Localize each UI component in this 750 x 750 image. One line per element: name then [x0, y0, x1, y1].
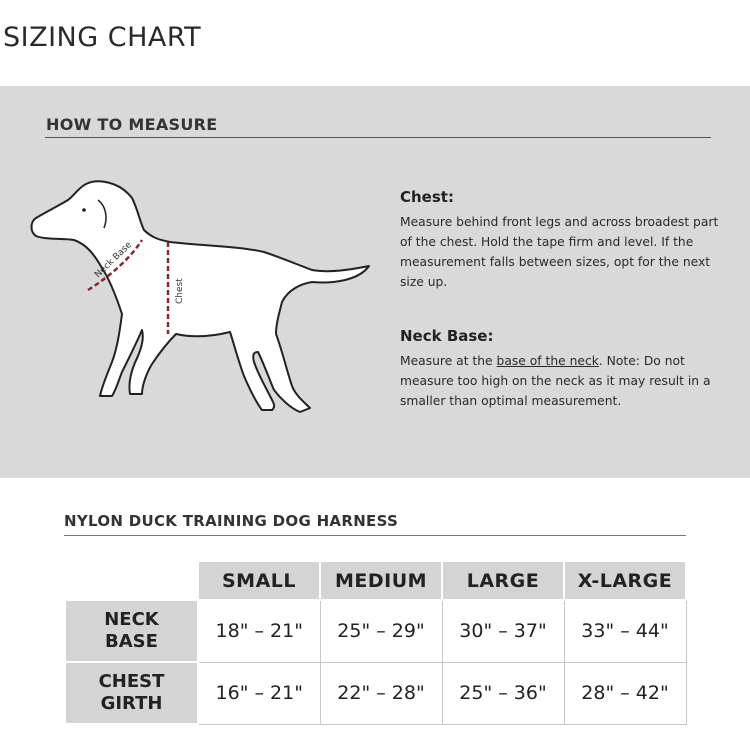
table-cell: 22" – 28" [320, 662, 442, 724]
row-header-chest-girth [65, 662, 198, 724]
row-header-line: BASE [105, 631, 158, 652]
table-corner [65, 561, 198, 600]
dog-eye [82, 208, 86, 212]
size-table-header-row [65, 561, 686, 600]
table-cell: 25" – 29" [320, 600, 442, 662]
table-row [65, 662, 686, 724]
neck-base-text-start: Measure at the [400, 354, 497, 368]
neck-base-text-end: . Note: Do not measure too high on the neck as it may result in a smaller than optimal measurement. [400, 354, 711, 408]
size-table [64, 560, 687, 725]
chest-instructions [400, 188, 720, 292]
table-divider [64, 535, 686, 536]
page-title: SIZING CHART [3, 22, 202, 53]
chest-text: Measure behind front legs and across broadest part of the chest. Hold the tape firm and level. If the measurement falls between sizes, opt for the next size up. [400, 215, 719, 289]
chest-label: Chest [175, 278, 185, 304]
neck-base-text [400, 351, 720, 411]
table-cell: 28" – 42" [564, 662, 686, 724]
row-header-line: CHEST [98, 671, 165, 692]
column-header-medium: MEDIUM [320, 561, 442, 600]
neck-base-label: Neck Base [93, 240, 135, 281]
table-cell: 16" – 21" [198, 662, 320, 724]
column-header-small: SMALL [198, 561, 320, 600]
neck-base-underlined-text: base of the neck [496, 354, 599, 368]
dog-silhouette [32, 181, 370, 412]
row-header-line: GIRTH [100, 693, 163, 714]
column-header-x-large: X-LARGE [564, 561, 686, 600]
table-cell: 25" – 36" [442, 662, 564, 724]
table-cell: 30" – 37" [442, 600, 564, 662]
table-cell: 33" – 44" [564, 600, 686, 662]
size-table-title: NYLON DUCK TRAINING DOG HARNESS [64, 512, 399, 530]
section-divider [45, 137, 711, 138]
neck-base-instructions [400, 327, 720, 411]
chest-title: Chest: [400, 188, 454, 206]
neck-base-title: Neck Base: [400, 327, 494, 345]
how-to-measure-heading: HOW TO MEASURE [46, 115, 218, 134]
column-header-large: LARGE [442, 561, 564, 600]
table-row [65, 600, 686, 662]
row-header-neck-base [65, 600, 198, 662]
dog-measurement-illustration [24, 176, 374, 421]
table-cell: 18" – 21" [198, 600, 320, 662]
row-header-line: NECK [104, 609, 159, 630]
